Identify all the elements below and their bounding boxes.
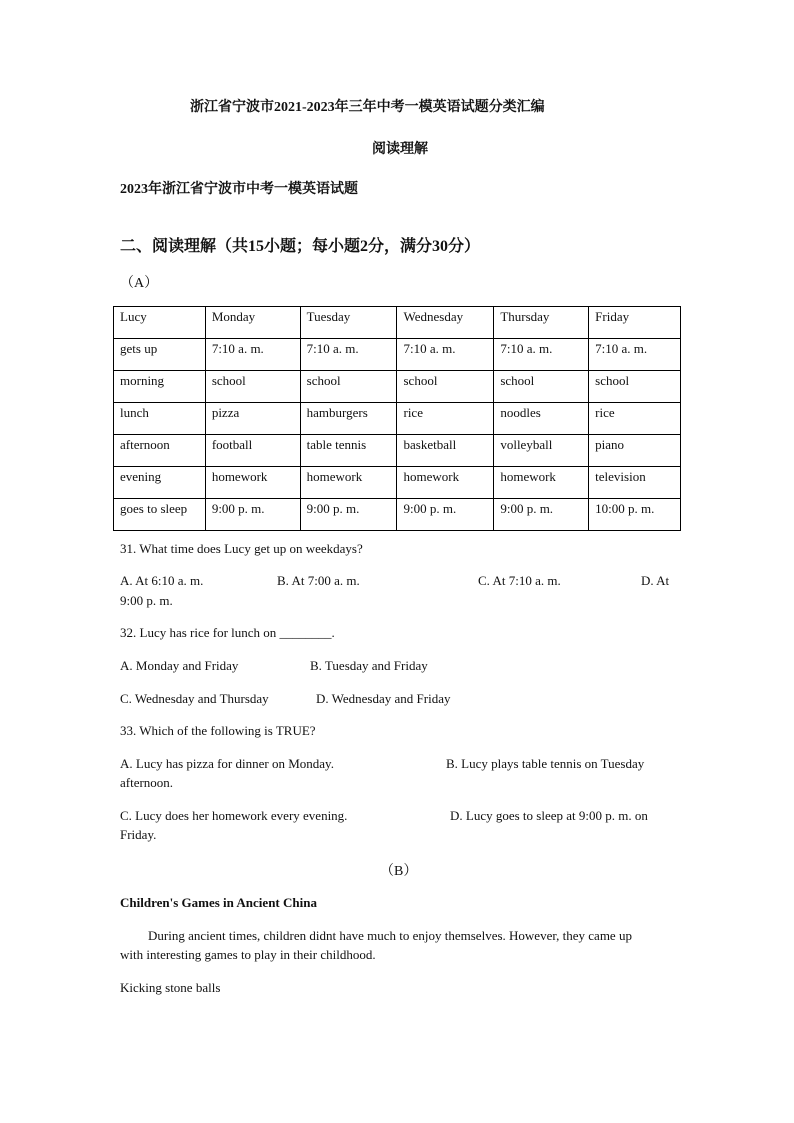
part-b-label: （B） bbox=[380, 864, 418, 879]
table-cell: 9:00 p. m. bbox=[494, 499, 589, 531]
question-32-option-a: A. Monday and Friday bbox=[120, 658, 239, 673]
table-cell: 10:00 p. m. bbox=[589, 499, 681, 531]
table-cell: 9:00 p. m. bbox=[397, 499, 494, 531]
table-cell: homework bbox=[300, 467, 397, 499]
table-cell: school bbox=[205, 371, 300, 403]
question-32-stem: 32. Lucy has rice for lunch on ________. bbox=[120, 625, 335, 640]
table-header-cell: Friday bbox=[589, 307, 681, 339]
table-row bbox=[114, 467, 681, 499]
table-header-cell: Tuesday bbox=[300, 307, 397, 339]
table-cell: football bbox=[205, 435, 300, 467]
table-cell: homework bbox=[494, 467, 589, 499]
table-cell: rice bbox=[397, 403, 494, 435]
document-title: 浙江省宁波市2021-2023年三年中考一模英语试题分类汇编 bbox=[190, 100, 545, 115]
question-31-option-a: A. At 6:10 a. m. bbox=[120, 573, 204, 588]
table-row bbox=[114, 339, 681, 371]
table-cell: pizza bbox=[205, 403, 300, 435]
table-cell: television bbox=[589, 467, 681, 499]
table-row bbox=[114, 371, 681, 403]
table-cell: school bbox=[397, 371, 494, 403]
passage-paragraph-line-1: During ancient times, children didnt have much to enjoy themselves. However, they came up bbox=[148, 928, 632, 943]
question-31-option-b: B. At 7:00 a. m. bbox=[277, 573, 360, 588]
table-cell: 7:10 a. m. bbox=[300, 339, 397, 371]
question-31-option-c: C. At 7:10 a. m. bbox=[478, 573, 561, 588]
document-subtitle: 阅读理解 bbox=[372, 142, 428, 157]
table-cell: morning bbox=[114, 371, 206, 403]
passage-subheading: Kicking stone balls bbox=[120, 980, 221, 995]
question-33-option-b-continued: afternoon. bbox=[120, 775, 174, 790]
table-header-row bbox=[114, 307, 681, 339]
table-cell: goes to sleep bbox=[114, 499, 206, 531]
passage-paragraph-line-2: with interesting games to play in their childhood. bbox=[120, 947, 376, 962]
table-cell: noodles bbox=[494, 403, 589, 435]
question-33-option-d: D. Lucy goes to sleep at 9:00 p. m. on bbox=[450, 808, 648, 823]
exam-title: 2023年浙江省宁波市中考一模英语试题 bbox=[120, 182, 358, 197]
table-cell: hamburgers bbox=[300, 403, 397, 435]
table-cell: 7:10 a. m. bbox=[397, 339, 494, 371]
table-cell: school bbox=[589, 371, 681, 403]
table-cell: 9:00 p. m. bbox=[205, 499, 300, 531]
part-a-label: （A） bbox=[120, 276, 159, 291]
table-cell: volleyball bbox=[494, 435, 589, 467]
table-cell: 7:10 a. m. bbox=[494, 339, 589, 371]
table-row bbox=[114, 403, 681, 435]
table-cell: table tennis bbox=[300, 435, 397, 467]
question-33-stem: 33. Which of the following is TRUE? bbox=[120, 723, 316, 738]
question-31-option-d: D. At bbox=[641, 573, 670, 588]
table-cell: 7:10 a. m. bbox=[589, 339, 681, 371]
table-cell: school bbox=[494, 371, 589, 403]
question-33-option-a: A. Lucy has pizza for dinner on Monday. bbox=[120, 756, 334, 771]
question-33-option-b: B. Lucy plays table tennis on Tuesday bbox=[446, 756, 645, 771]
table-cell: piano bbox=[589, 435, 681, 467]
table-cell: 9:00 p. m. bbox=[300, 499, 397, 531]
question-32-option-d: D. Wednesday and Friday bbox=[316, 691, 451, 706]
section-heading: 二、阅读理解（共15小题；每小题2分，满分30分） bbox=[120, 238, 481, 255]
table-cell: school bbox=[300, 371, 397, 403]
schedule-table bbox=[113, 306, 681, 531]
table-cell: afternoon bbox=[114, 435, 206, 467]
table-cell: homework bbox=[397, 467, 494, 499]
question-32-option-c: C. Wednesday and Thursday bbox=[120, 691, 269, 706]
table-cell: rice bbox=[589, 403, 681, 435]
question-31-stem: 31. What time does Lucy get up on weekdays? bbox=[120, 541, 363, 556]
table-cell: evening bbox=[114, 467, 206, 499]
table-cell: lunch bbox=[114, 403, 206, 435]
question-32-option-b: B. Tuesday and Friday bbox=[310, 658, 428, 673]
table-header-cell: Monday bbox=[205, 307, 300, 339]
question-33-option-d-continued: Friday. bbox=[120, 827, 157, 842]
table-row bbox=[114, 499, 681, 531]
table-cell: homework bbox=[205, 467, 300, 499]
table-header-cell: Lucy bbox=[114, 307, 206, 339]
table-row bbox=[114, 435, 681, 467]
table-cell: gets up bbox=[114, 339, 206, 371]
table-header-cell: Thursday bbox=[494, 307, 589, 339]
question-33-option-c: C. Lucy does her homework every evening. bbox=[120, 808, 348, 823]
table-header-cell: Wednesday bbox=[397, 307, 494, 339]
passage-title: Children's Games in Ancient China bbox=[120, 895, 317, 910]
table-cell: 7:10 a. m. bbox=[205, 339, 300, 371]
table-cell: basketball bbox=[397, 435, 494, 467]
question-31-option-d-continued: 9:00 p. m. bbox=[120, 593, 173, 608]
